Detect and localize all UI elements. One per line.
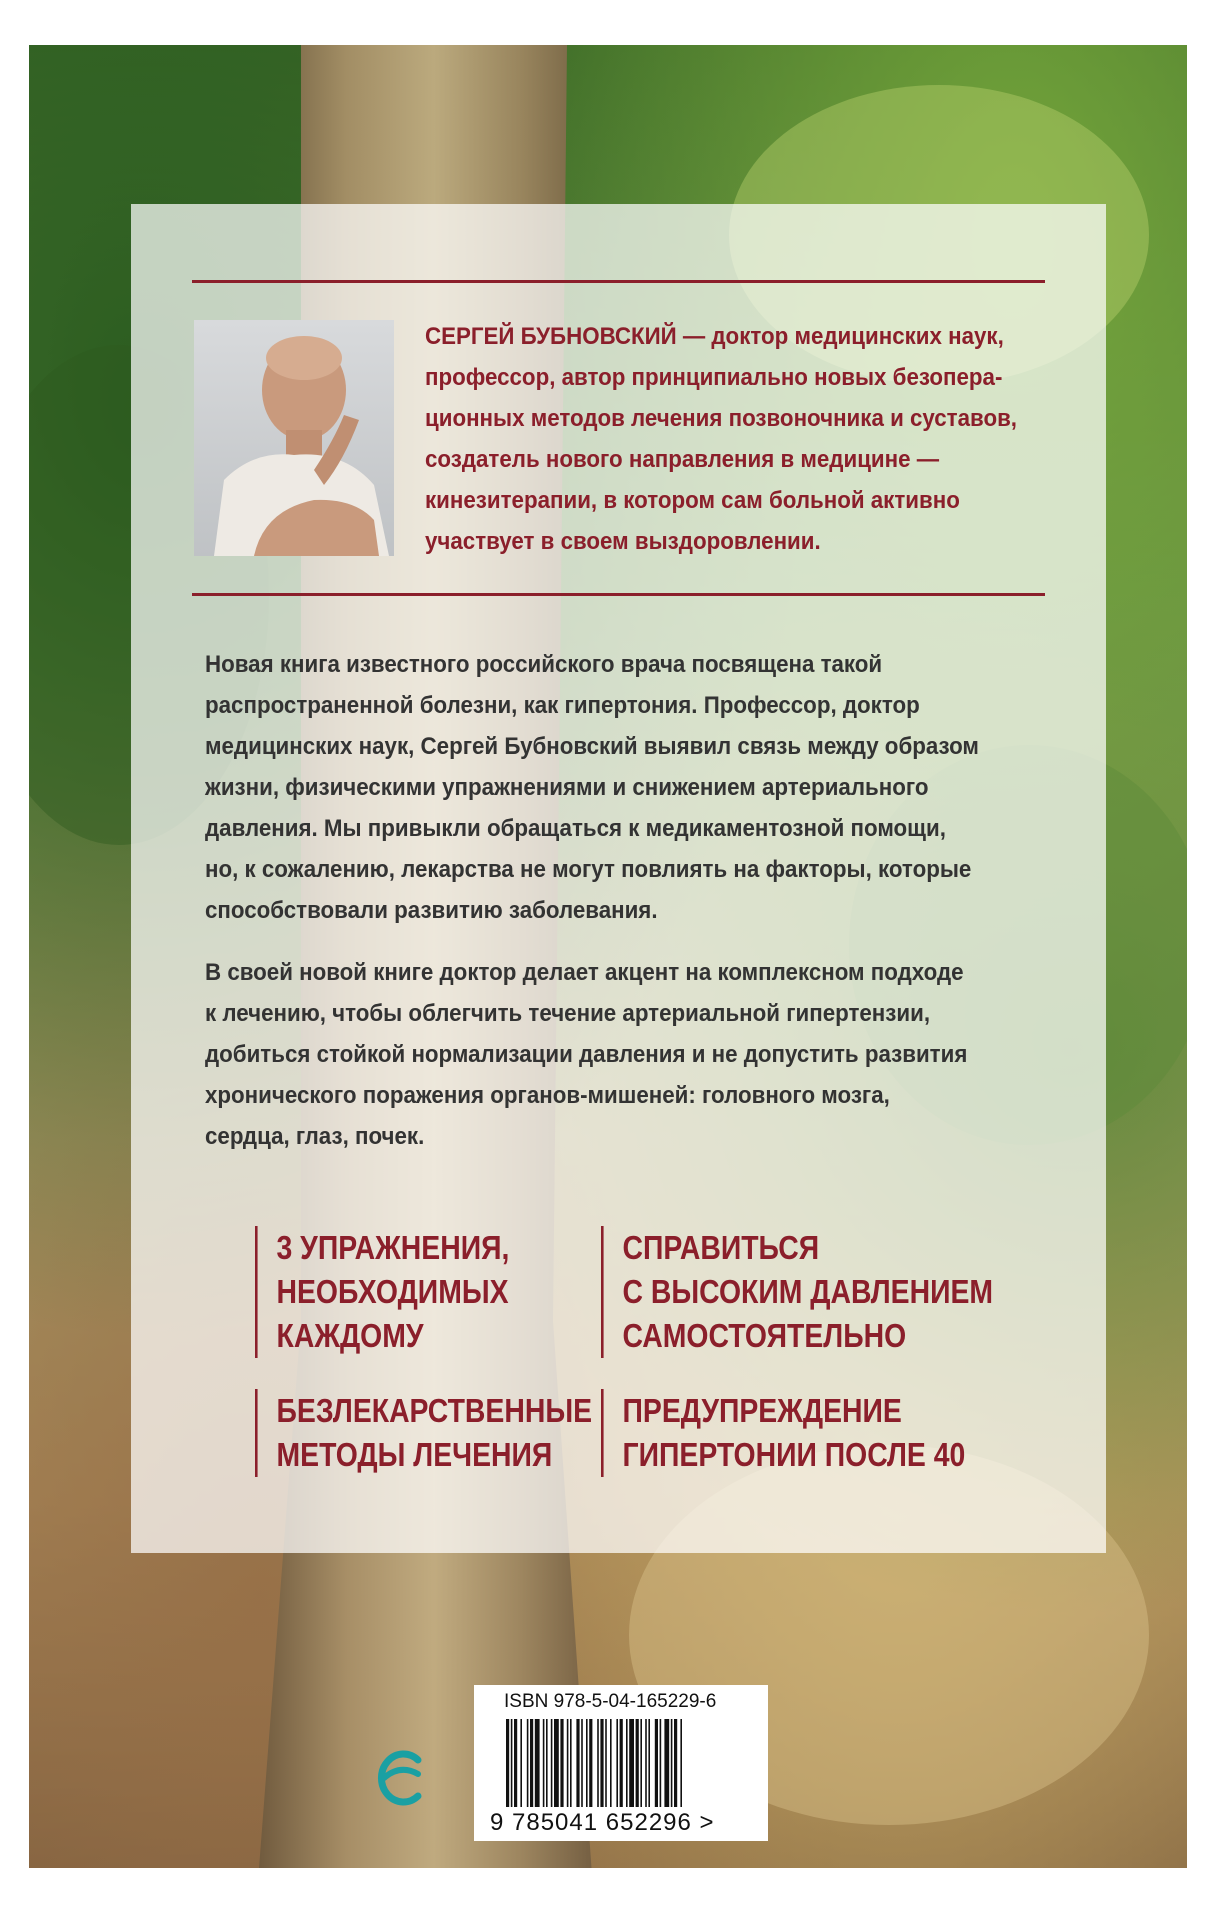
description-line: к лечению, чтобы облегчить течение артериальной гипертензии, xyxy=(205,1000,931,1027)
eksmo-e-logo-icon xyxy=(374,1742,426,1812)
description-line: сердца, глаз, почек. xyxy=(205,1123,425,1150)
isbn-label: ISBN 978-5-04-165229-6 xyxy=(504,1691,717,1712)
author-bio-line: участвует в своем выздоровлении. xyxy=(425,528,821,555)
description-paragraph-2 xyxy=(205,952,1005,1157)
feature-self-help xyxy=(601,1226,993,1358)
author-bio xyxy=(425,316,1020,562)
description-line: Новая книга известного российского врача посвящена такой xyxy=(205,651,883,678)
description-paragraph-1 xyxy=(205,644,1005,931)
feature-line: СПРАВИТЬСЯ xyxy=(622,1229,820,1266)
barcode-digits: 9 785041 652296 > xyxy=(490,1809,715,1836)
feature-line: ГИПЕРТОНИИ ПОСЛЕ 40 xyxy=(622,1436,966,1473)
description-line: способствовали развитию заболевания. xyxy=(205,897,658,924)
feature-line: 3 УПРАЖНЕНИЯ, xyxy=(276,1229,510,1266)
feature-line: БЕЗЛЕКАРСТВЕННЫЕ xyxy=(276,1392,593,1429)
author-bio-line: профессор, автор принципиально новых безопера- xyxy=(425,364,1003,391)
author-photo-icon xyxy=(194,320,394,556)
description-line: хронического поражения органов-мишеней: головного мозга, xyxy=(205,1082,890,1109)
description-line: добиться стойкой нормализации давления и не допустить развития xyxy=(205,1041,968,1068)
feature-exercises xyxy=(255,1226,509,1358)
feature-line: САМОСТОЯТЕЛЬНО xyxy=(622,1317,907,1354)
text-panel xyxy=(131,204,1106,1553)
feature-drug-free xyxy=(255,1389,592,1477)
author-bio-line: кинезитерапии, в котором сам больной активно xyxy=(425,487,960,514)
feature-line: С ВЫСОКИМ ДАВЛЕНИЕМ xyxy=(622,1273,994,1310)
barcode-block xyxy=(474,1685,768,1841)
feature-line: МЕТОДЫ ЛЕЧЕНИЯ xyxy=(276,1436,553,1473)
feature-line: НЕОБХОДИМЫХ xyxy=(276,1273,509,1310)
description-line: медицинских наук, Сергей Бубновский выявил связь между образом xyxy=(205,733,979,760)
feature-line: ПРЕДУПРЕЖДЕНИЕ xyxy=(622,1392,902,1429)
description-line: но, к сожалению, лекарства не могут повлиять на факторы, которые xyxy=(205,856,972,883)
top-divider xyxy=(192,280,1045,283)
description-line: жизни, физическими упражнениями и снижением артериального xyxy=(205,774,929,801)
book-back-cover xyxy=(29,45,1187,1868)
feature-line: КАЖДОМУ xyxy=(276,1317,424,1354)
description-line: давления. Мы привыкли обращаться к медикаментозной помощи, xyxy=(205,815,946,842)
author-portrait xyxy=(194,320,394,556)
author-bio-line: ционных методов лечения позвоночника и суставов, xyxy=(425,405,1018,432)
middle-divider xyxy=(192,593,1045,596)
description-line: В своей новой книге доктор делает акцент на комплексном подходе xyxy=(205,959,964,986)
author-bio-line: СЕРГЕЙ БУБНОВСКИЙ — доктор медицинских наук, xyxy=(425,323,1004,350)
author-bio-line: создатель нового направления в медицине — xyxy=(425,446,940,473)
barcode-icon xyxy=(506,1719,742,1807)
description-line: распространенной болезни, как гипертония. Профессор, доктор xyxy=(205,692,920,719)
feature-prevention xyxy=(601,1389,965,1477)
